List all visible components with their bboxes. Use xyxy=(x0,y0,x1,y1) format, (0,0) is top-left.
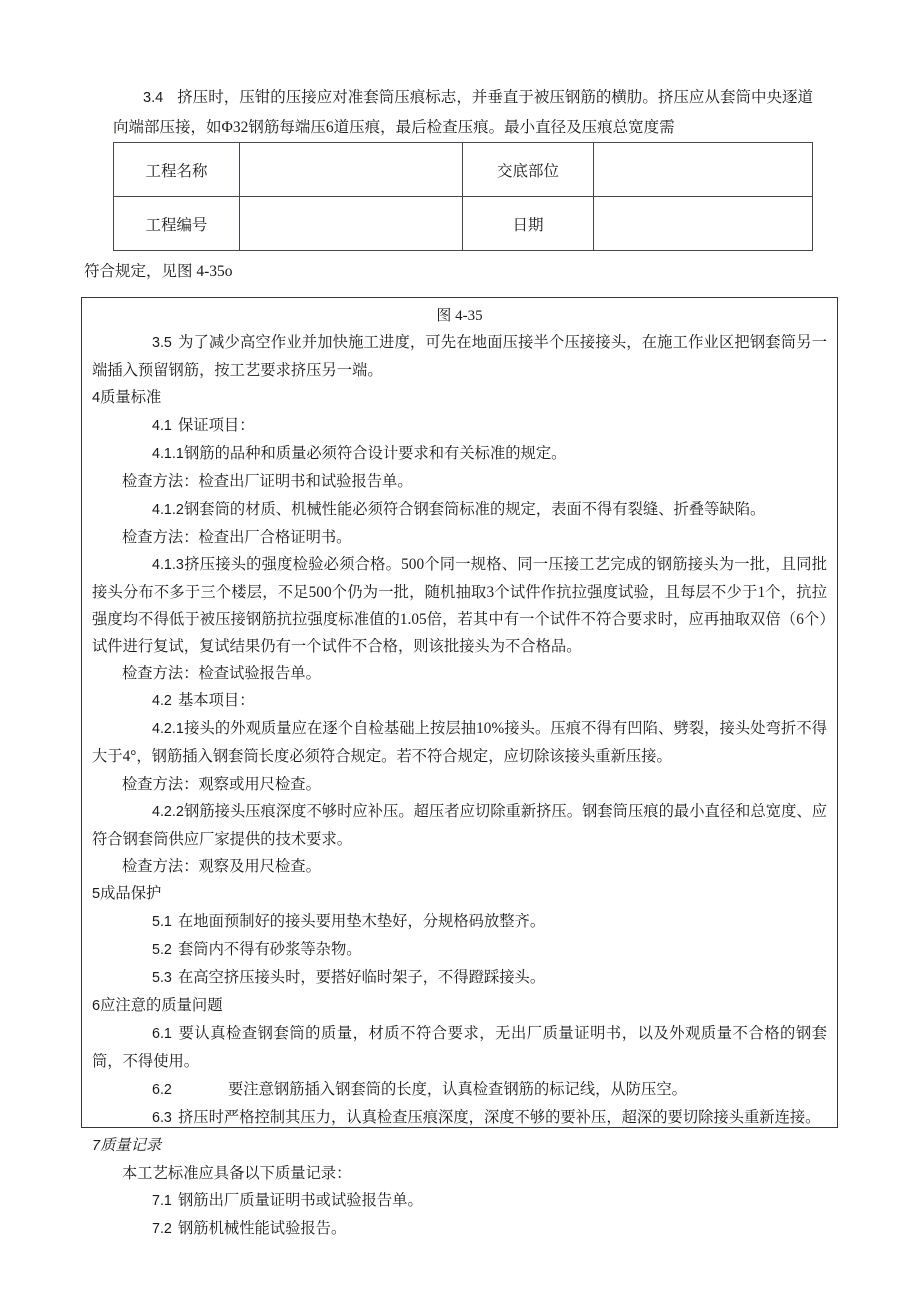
clause-number: 4.2.2 xyxy=(152,803,184,820)
numbered-clause xyxy=(92,1076,827,1104)
clause-text: 钢筋机械性能试验报告。 xyxy=(178,1220,347,1237)
clause-number: 5.1 xyxy=(152,913,172,930)
section-heading xyxy=(92,384,827,412)
intro-paragraph-text: 挤压时，压钳的压接应对准套筒压痕标志，并垂直于被压钢筋的横肋。挤压应从套筒中央逐道向端部压接，如Φ32钢筋每端压6道压痕，最后检查压痕。最小直径及压痕总宽度需 xyxy=(113,89,813,136)
clause-text: 在地面预制好的接头要用垫木垫好，分规格码放整齐。 xyxy=(178,912,546,930)
info-table xyxy=(113,142,813,251)
numbered-clause xyxy=(92,551,827,660)
numbered-clause xyxy=(92,329,827,384)
clause-text: 要注意钢筋插入钢套筒的长度，认真检查钢筋的标记线，从防压空。 xyxy=(228,1080,687,1098)
clause-text: 钢筋接头压痕深度不够时应补压。超压者应切除重新挤压。钢套筒压痕的最小直径和总宽度、应符合钢套筒供应厂家提供的技术要求。 xyxy=(92,802,827,848)
numbered-clause xyxy=(92,687,827,715)
plain-clause xyxy=(92,853,827,880)
numbered-clause xyxy=(92,496,827,524)
cell-project-number-value[interactable] xyxy=(240,197,463,251)
clause-number: 4.1.2 xyxy=(152,501,184,518)
content-box xyxy=(81,297,838,1237)
numbered-clause xyxy=(92,1104,827,1132)
section-heading xyxy=(92,880,827,908)
numbered-clause xyxy=(92,936,827,964)
clause-text: 检查方法：观察或用尺检查。 xyxy=(122,775,321,793)
clause-text: 在高空挤压接头时，要搭好临时架子，不得蹬踩接头。 xyxy=(178,969,546,987)
clause-text: 检查方法：检查出厂合格证明书。 xyxy=(122,528,352,546)
clause-number: 6.2 xyxy=(152,1081,172,1098)
after-table-text: 符合规定，见图 4-35o xyxy=(84,263,233,280)
numbered-clause xyxy=(92,908,827,936)
clause-text: 钢筋出厂质量证明书或试验报告单。 xyxy=(178,1191,423,1209)
intro-paragraph xyxy=(113,83,813,142)
clause-number: 6.3 xyxy=(152,1109,172,1126)
cell-date-value[interactable] xyxy=(594,197,813,251)
cell-date-label: 日期 xyxy=(463,197,594,251)
cell-project-number-label: 工程编号 xyxy=(114,197,240,251)
clause-number: 5.2 xyxy=(152,942,172,959)
clause-number: 4.2.1 xyxy=(152,721,184,738)
section-heading-text: 成品保护 xyxy=(100,884,162,902)
clause-text: 接头的外观质量应在逐个自检基础上按层抽10%接头。压痕不得有凹陷、劈裂，接头处弯折不得大于4°，钢筋插入钢套筒长度必须符合规定。若不符合规定，应切除该接头重新压接。 xyxy=(92,720,827,766)
clause-number: 4.1 xyxy=(152,418,172,435)
plain-clause xyxy=(92,660,827,687)
numbered-clause xyxy=(92,412,827,440)
section-heading-text: 质量记录 xyxy=(100,1136,162,1154)
clause-number: 3.5 xyxy=(152,335,172,351)
plain-clause xyxy=(92,1160,827,1187)
figure-caption: 图 4-35 xyxy=(436,308,483,324)
plain-clause xyxy=(92,468,827,495)
body-content xyxy=(92,329,827,1243)
intro-paragraph-number: 3.4 xyxy=(143,90,164,106)
section-heading-text: 应注意的质量问题 xyxy=(100,997,223,1015)
clause-text: 要认真检查钢套筒的质量，材质不符合要求，无出厂质量证明书，以及外观质量不合格的钢套筒，不得使用。 xyxy=(92,1025,827,1071)
section-heading-number: 7 xyxy=(92,1137,101,1154)
clause-text: 本工艺标准应具备以下质量记录： xyxy=(122,1164,352,1182)
clause-number: 4.1.1 xyxy=(152,446,184,463)
cell-project-name-label: 工程名称 xyxy=(114,143,240,197)
clause-number: 4.1.3 xyxy=(152,556,184,573)
plain-clause xyxy=(92,524,827,551)
table-row xyxy=(114,197,813,251)
section-heading-number: 5 xyxy=(92,885,101,902)
clause-number: 6.1 xyxy=(152,1026,172,1043)
clause-number: 7.2 xyxy=(152,1221,172,1237)
numbered-clause xyxy=(92,798,827,853)
numbered-clause xyxy=(92,964,827,992)
section-heading-text: 质量标准 xyxy=(100,389,162,407)
numbered-clause xyxy=(92,715,827,770)
section-heading-number: 6 xyxy=(92,998,101,1015)
clause-text: 为了减少高空作业并加快施工进度，可先在地面压接半个压接接头，在施工作业区把钢套筒另一端插入预留钢筋，按工艺要求挤压另一端。 xyxy=(92,334,827,380)
cell-disclosure-part-label: 交底部位 xyxy=(463,143,594,197)
clause-number: 5.3 xyxy=(152,970,172,987)
clause-text: 套筒内不得有砂浆等杂物。 xyxy=(178,941,362,959)
clause-text: 基本项目： xyxy=(178,692,255,710)
section-heading-number: 4 xyxy=(92,390,101,407)
clause-text: 钢筋的品种和质量必须符合设计要求和有关标准的规定。 xyxy=(184,445,567,463)
clause-text: 检查方法：观察及用尺检查。 xyxy=(122,857,321,875)
numbered-clause xyxy=(92,1020,827,1075)
clause-text: 挤压接头的强度检验必须合格。500个同一规格、同一压接工艺完成的钢筋接头为一批，且同批接头分布不多于三个楼层，不足500个仍为一批，随机抽取3个试件作抗拉强度试验，且每层不少于1个，抗拉强度均不得低于被压接钢筋抗拉强度标准值的1.05倍，若其中有一个试件不符合要求时，应再抽取双倍（6个）试件进行复试，复试结果仍有一个试件不合格，则该批接头为不合格品。 xyxy=(92,555,827,656)
table-row xyxy=(114,143,813,197)
section-heading xyxy=(92,1132,827,1160)
cell-disclosure-part-value[interactable] xyxy=(594,143,813,197)
clause-text: 保证项目： xyxy=(178,417,255,435)
cell-project-name-value[interactable] xyxy=(240,143,463,197)
clause-text: 检查方法：检查试验报告单。 xyxy=(122,665,321,683)
numbered-clause xyxy=(92,1187,827,1215)
clause-number: 4.2 xyxy=(152,693,172,710)
clause-text: 钢套筒的材质、机械性能必须符合钢套筒标准的规定，表面不得有裂缝、折叠等缺陷。 xyxy=(184,500,766,518)
clause-text: 检查方法：检查出厂证明书和试验报告单。 xyxy=(122,473,413,491)
numbered-clause xyxy=(92,1215,827,1243)
clause-text: 挤压时严格控制其压力，认真检查压痕深度，深度不够的要补压，超深的要切除接头重新连接。 xyxy=(178,1108,821,1126)
numbered-clause xyxy=(92,440,827,468)
section-heading xyxy=(92,992,827,1020)
plain-clause xyxy=(92,771,827,798)
clause-number: 7.1 xyxy=(152,1192,172,1209)
